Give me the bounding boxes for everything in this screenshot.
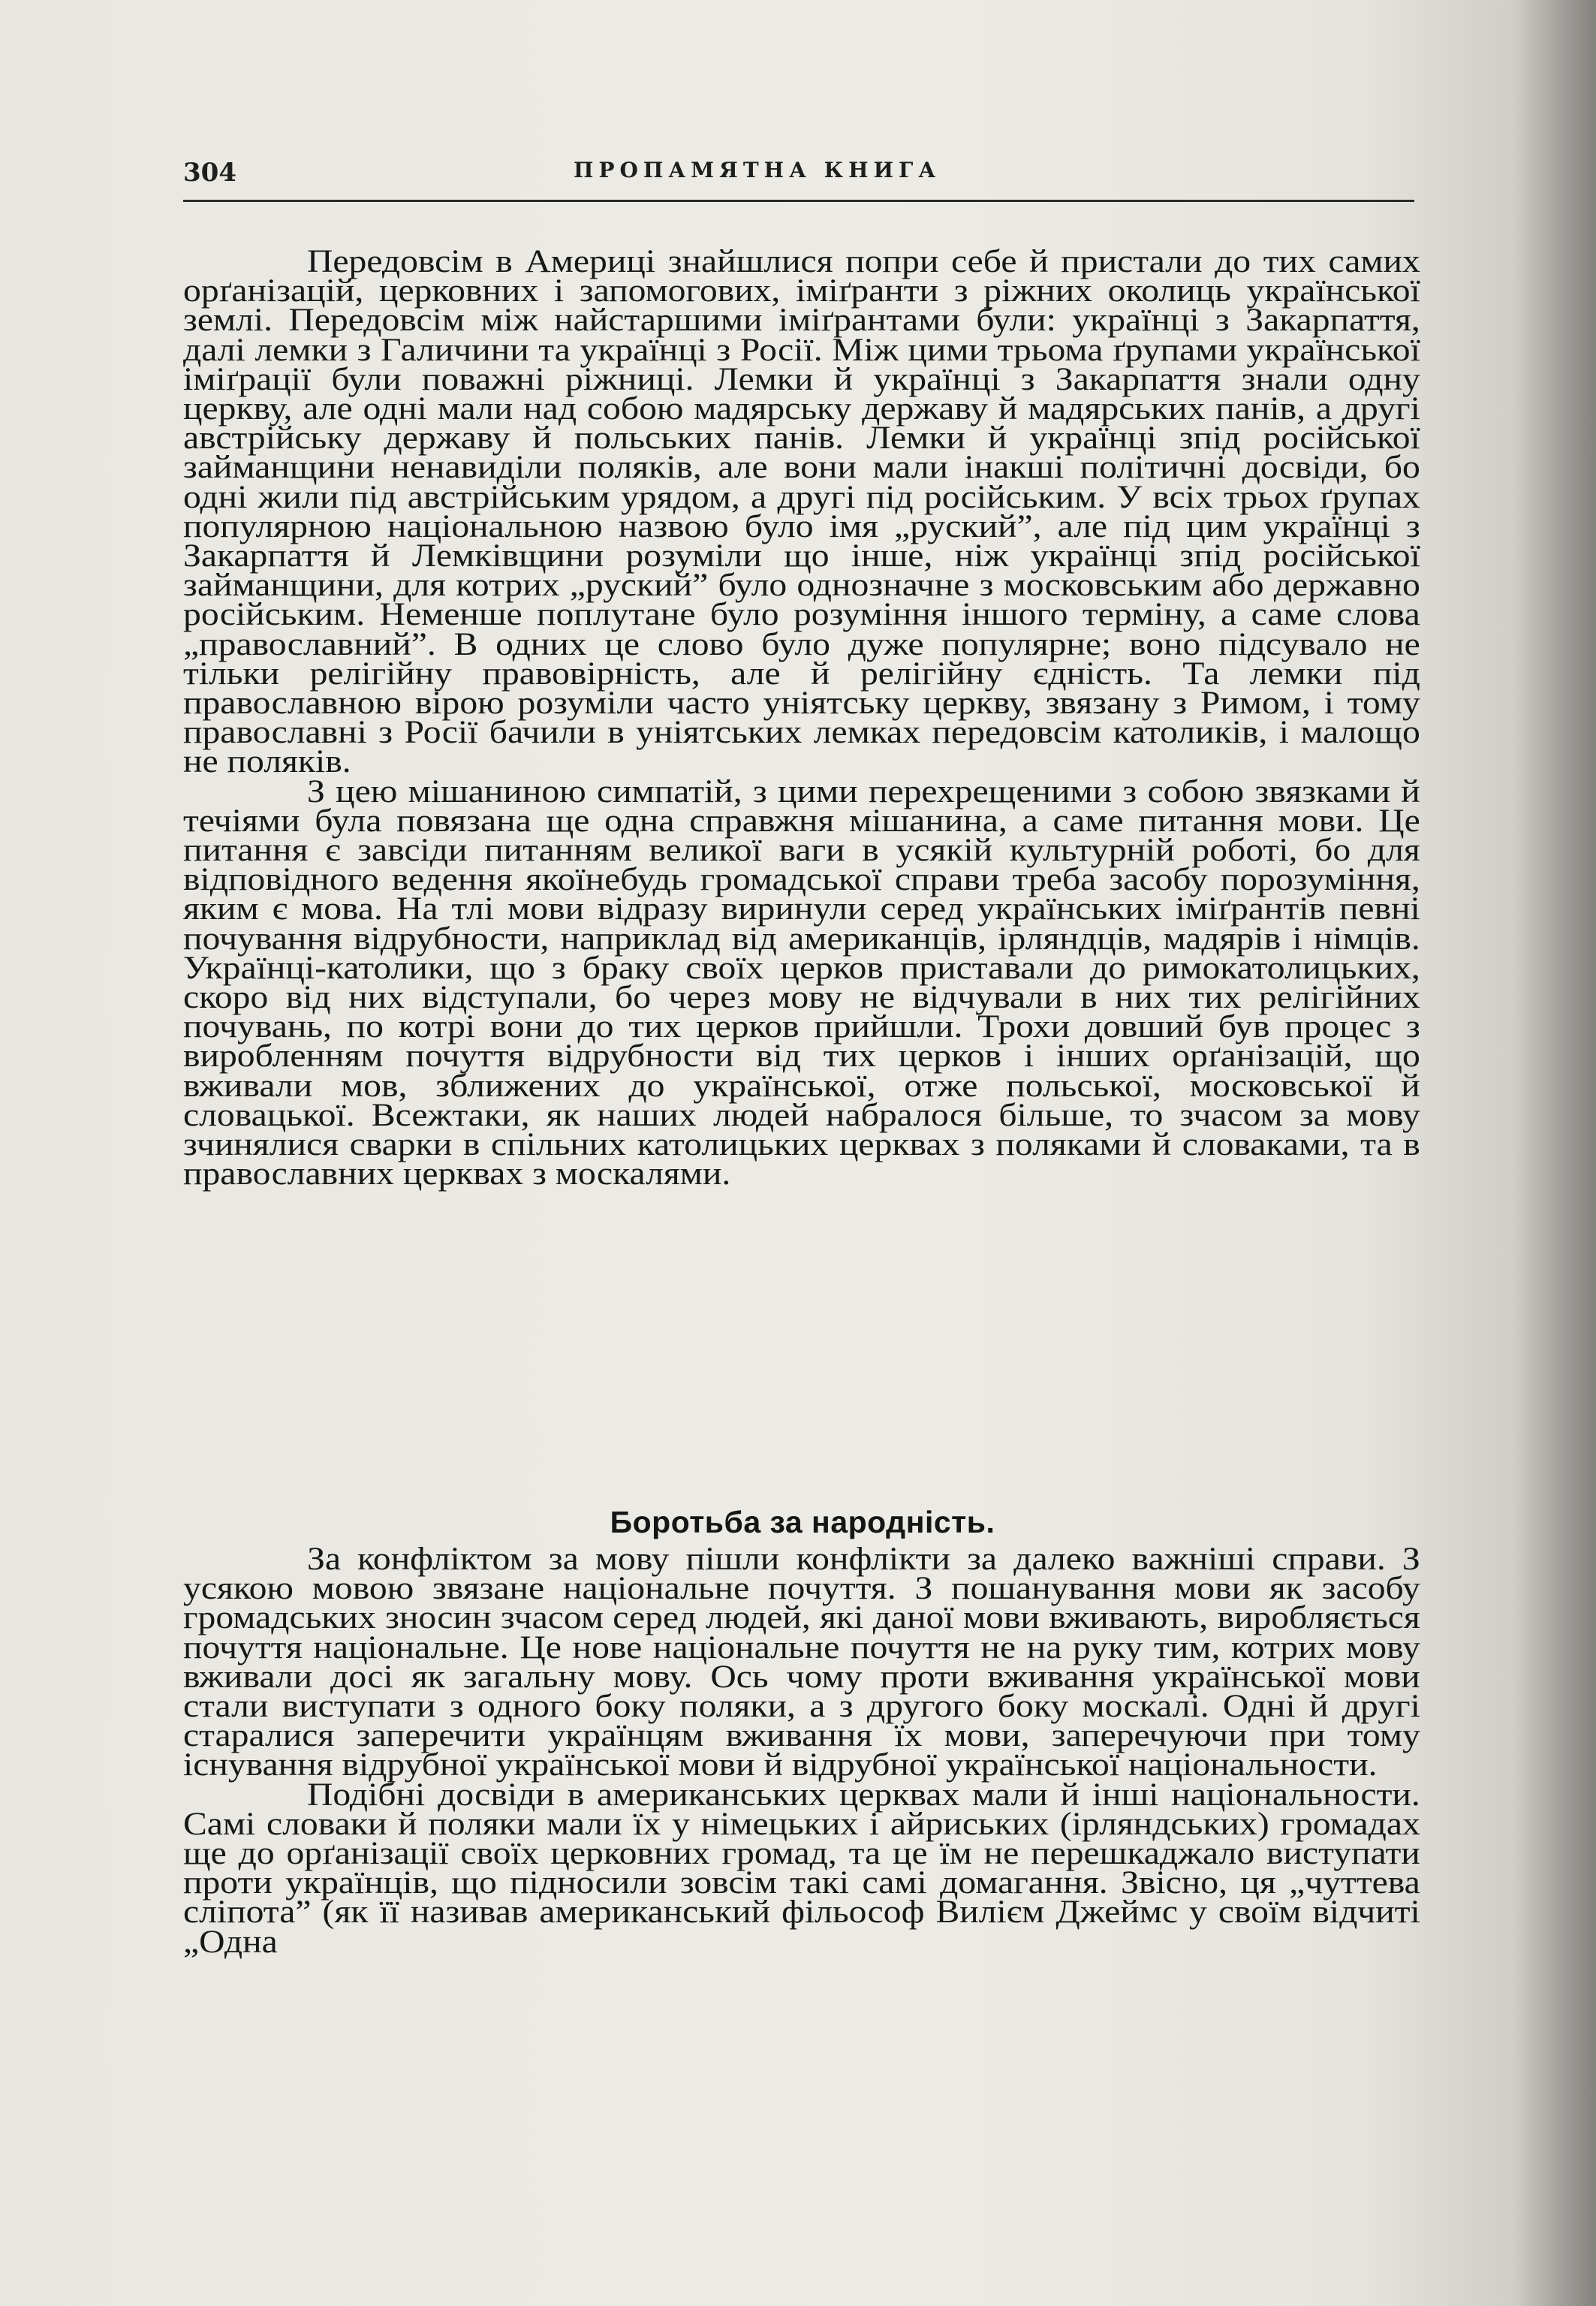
page-number: 304 <box>183 158 236 188</box>
page-edge-shadow <box>1513 0 1596 2306</box>
running-title: ПРОПАМЯТНА КНИГА <box>574 158 941 182</box>
paragraph: Подібні досвіди в американських церквах мали й інші національности. Самі словаки й поляки мали їх у німецьких і айриських (ірляндських) громадах ще до орґанізації своїх церковних громад, та це їм не перешкаджало виступати проти українців, що підносили зовсім такі самі домагання. Звісно, ця „чуттева сліпота” (як її називав американський фільософ Вилієм Джеймс у своїм відчиті „Одна <box>183 1776 1420 1960</box>
paragraph: За конфліктом за мову пішли конфлікти за далеко важніші справи. З усякою мовою звязане національне почуття. З пошанування мови як засобу громадських зносин зчасом серед людей, які даної мови вживають, виробляється почуття національне. Це нове національне почуття не на руку тим, котрих мову вживали досі як загальну мову. Ось чому проти вживання української мови стали виступати з одного боку поляки, а з другого боку москалі. Одні й другі старалися заперечити українцям вживання їх мови, заперечуючи при тому існування відрубної української мови й відрубної української національности. <box>183 1541 1420 1783</box>
page-header <box>183 147 1414 202</box>
paragraph: Передовсім в Америці знайшлися попри себе й пристали до тих самих орґанізацій, церковних і запомогових, іміґранти з ріжних околиць української землі. Передовсім між найстаршими іміґрантами були: українці з Закарпаття, далі лемки з Галичини та українці з Росії. Між цими трьома ґрупами української іміґрації були поважні ріжниці. Лемки й українці з Закарпаття знали одну церкву, але одні мали над собою мадярську державу й мадярських панів, а другі австрійську державу й польських панів. Лемки й українці зпід російської займанщини ненавиділи поляків, але вони мали інакші політичні досвіди, бо одні жили під австрійським урядом, а другі під російським. У всіх трьох ґрупах популярною національною назвою було імя „руский”, але під цим українці з Закарпаття й Лемківщини розуміли що інше, ніж українці зпід російської займанщини, для котрих „руский” було однозначне з московським або державно російським. Неменше поплутане було розуміння іншого терміну, а саме слова „православний”. В одних це слово було дуже популярне; воно підсувало не тільки релігійну правовірність, але й релігійну єдність. Та лемки під православною вірою розуміли часто уніятську церкву, звязану з Римом, і тому православні з Росії бачили в уніятських лемках передовсім католиків, і малощо не поляків. <box>183 243 1420 780</box>
section-heading: Боротьба за народність. <box>610 1505 995 1539</box>
paragraph: З цею мішаниною симпатій, з цими перехрещеними з собою звязками й течіями була повязана ще одна справжня мішанина, а саме питання мови. Це питання є завсіди питанням великої ваги в усякій культурній роботі, бо для відповідного ведення якоїнебудь громадської справи треба засобу порозуміння, яким є мова. На тлі мови відразу виринули серед українських іміґрантів певні почування відрубности, наприклад від американців, ірляндців, мадярів і німців. Українці-католики, що з браку своїх церков приставали до римокатолицьких, скоро від них відступали, бо через мову не відчували в них тих релігійних почувань, по котрі вони до тих церков прийшли. Трохи довший був процес з виробленням почуття відрубности від тих церков і інших орґанізацій, що вживали мов, зближених до української, отже польської, московської й словацької. Всежтаки, як наших людей набралося більше, то зчасом за мову зчинялися сварки в спільних католицьких церквах з поляками й словаками, та в православних церквах з москалями. <box>183 773 1420 1192</box>
body-text-lower <box>183 1541 1420 1960</box>
body-text-upper <box>183 243 1420 1192</box>
